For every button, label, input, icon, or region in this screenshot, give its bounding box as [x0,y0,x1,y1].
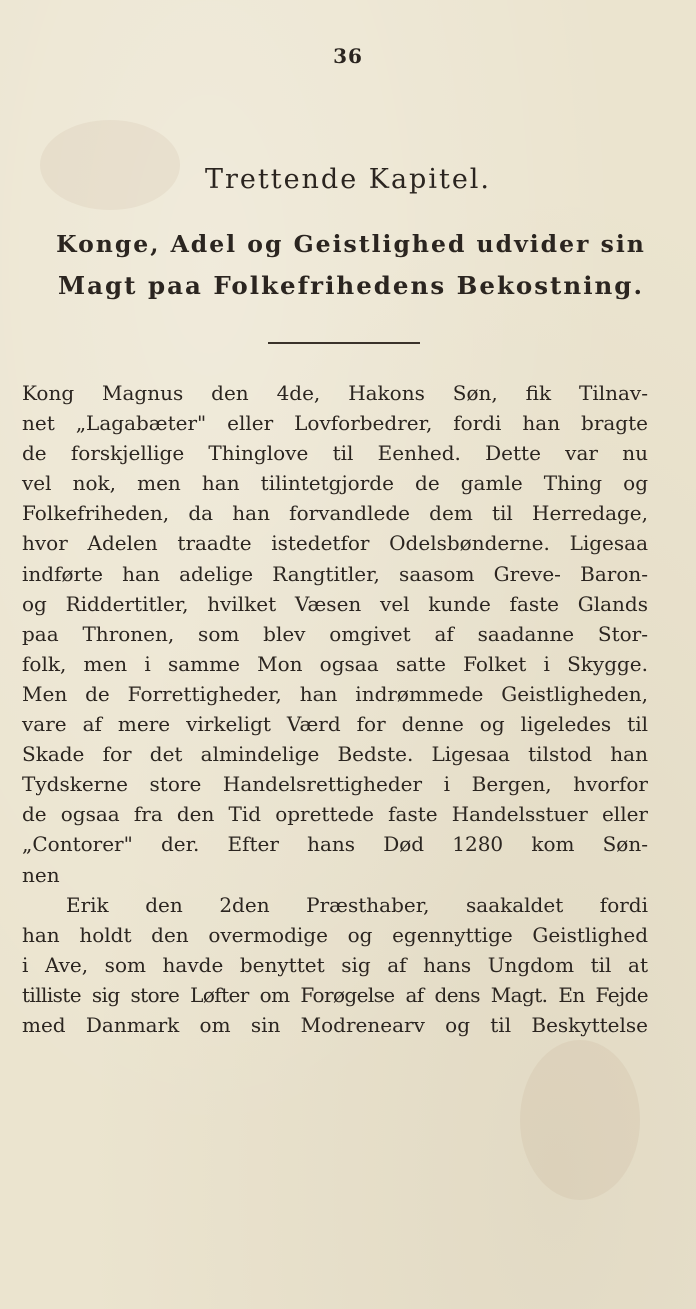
text-line: Kong Magnus den 4de, Hakons Søn, fik Tilnav- [22,381,648,405]
text-line: folk, men i samme Mon ogsaa satte Folket i Skygge. [22,651,648,676]
text-line: „Contorer" der. Efter hans Død 1280 kom Søn- [22,832,648,857]
text-line: nen [22,862,60,887]
paper-stain [520,1040,640,1200]
text-line: hvor Adelen traadte istedetfor Odelsbønderne. Ligesaa [22,531,648,556]
text-line: Folkefriheden, da han forvandlede dem til Herredage, [22,501,648,526]
body-text [22,378,648,1040]
text-line: Tydskerne store Handelsrettigheder i Bergen, hvorfor [22,772,648,797]
text-line: net „Lagabæter" eller Lovforbedrer, fordi han bragte [22,411,648,436]
page-number: 36 [333,44,363,68]
subtitle-line: Konge, Adel og Geistlighed udvider sin [56,230,646,258]
text-line: tilliste sig store Løfter om Forøgelse af dens Magt. En Fejde [22,982,648,1007]
text-line: de forskjellige Thinglove til Eenhed. Dette var nu [22,441,648,466]
text-line: indførte han adelige Rangtitler, saasom Greve- Baron- [22,561,648,586]
subtitle-line: Magt paa Folkefrihedens Bekostning. [58,271,644,300]
text-line: Erik den 2den Præsthaber, saakaldet fordi [66,892,648,917]
text-line: med Danmark om sin Modrenearv og til Beskyttelse [22,1012,648,1037]
text-line: Skade for det almindelige Bedste. Ligesaa tilstod han [22,742,648,767]
text-line: vel nok, men han tilintetgjorde de gamle Thing og [22,471,648,496]
section-divider [268,342,420,344]
chapter-subtitle [56,224,646,306]
text-line: paa Thronen, som blev omgivet af saadanne Stor- [22,621,648,646]
text-line: i Ave, som havde benyttet sig af hans Ungdom til at [22,952,648,977]
text-line: vare af mere virkeligt Værd for denne og ligeledes til [22,712,648,737]
chapter-heading: Trettende Kapitel. [204,164,492,195]
text-line: Men de Forrettigheder, han indrømmede Geistligheden, [22,681,648,706]
text-line: han holdt den overmodige og egennyttige Geistlighed [22,922,648,947]
text-line: og Riddertitler, hvilket Væsen vel kunde faste Glands [22,591,648,616]
text-line: de ogsaa fra den Tid oprettede faste Handelsstuer eller [22,802,648,827]
